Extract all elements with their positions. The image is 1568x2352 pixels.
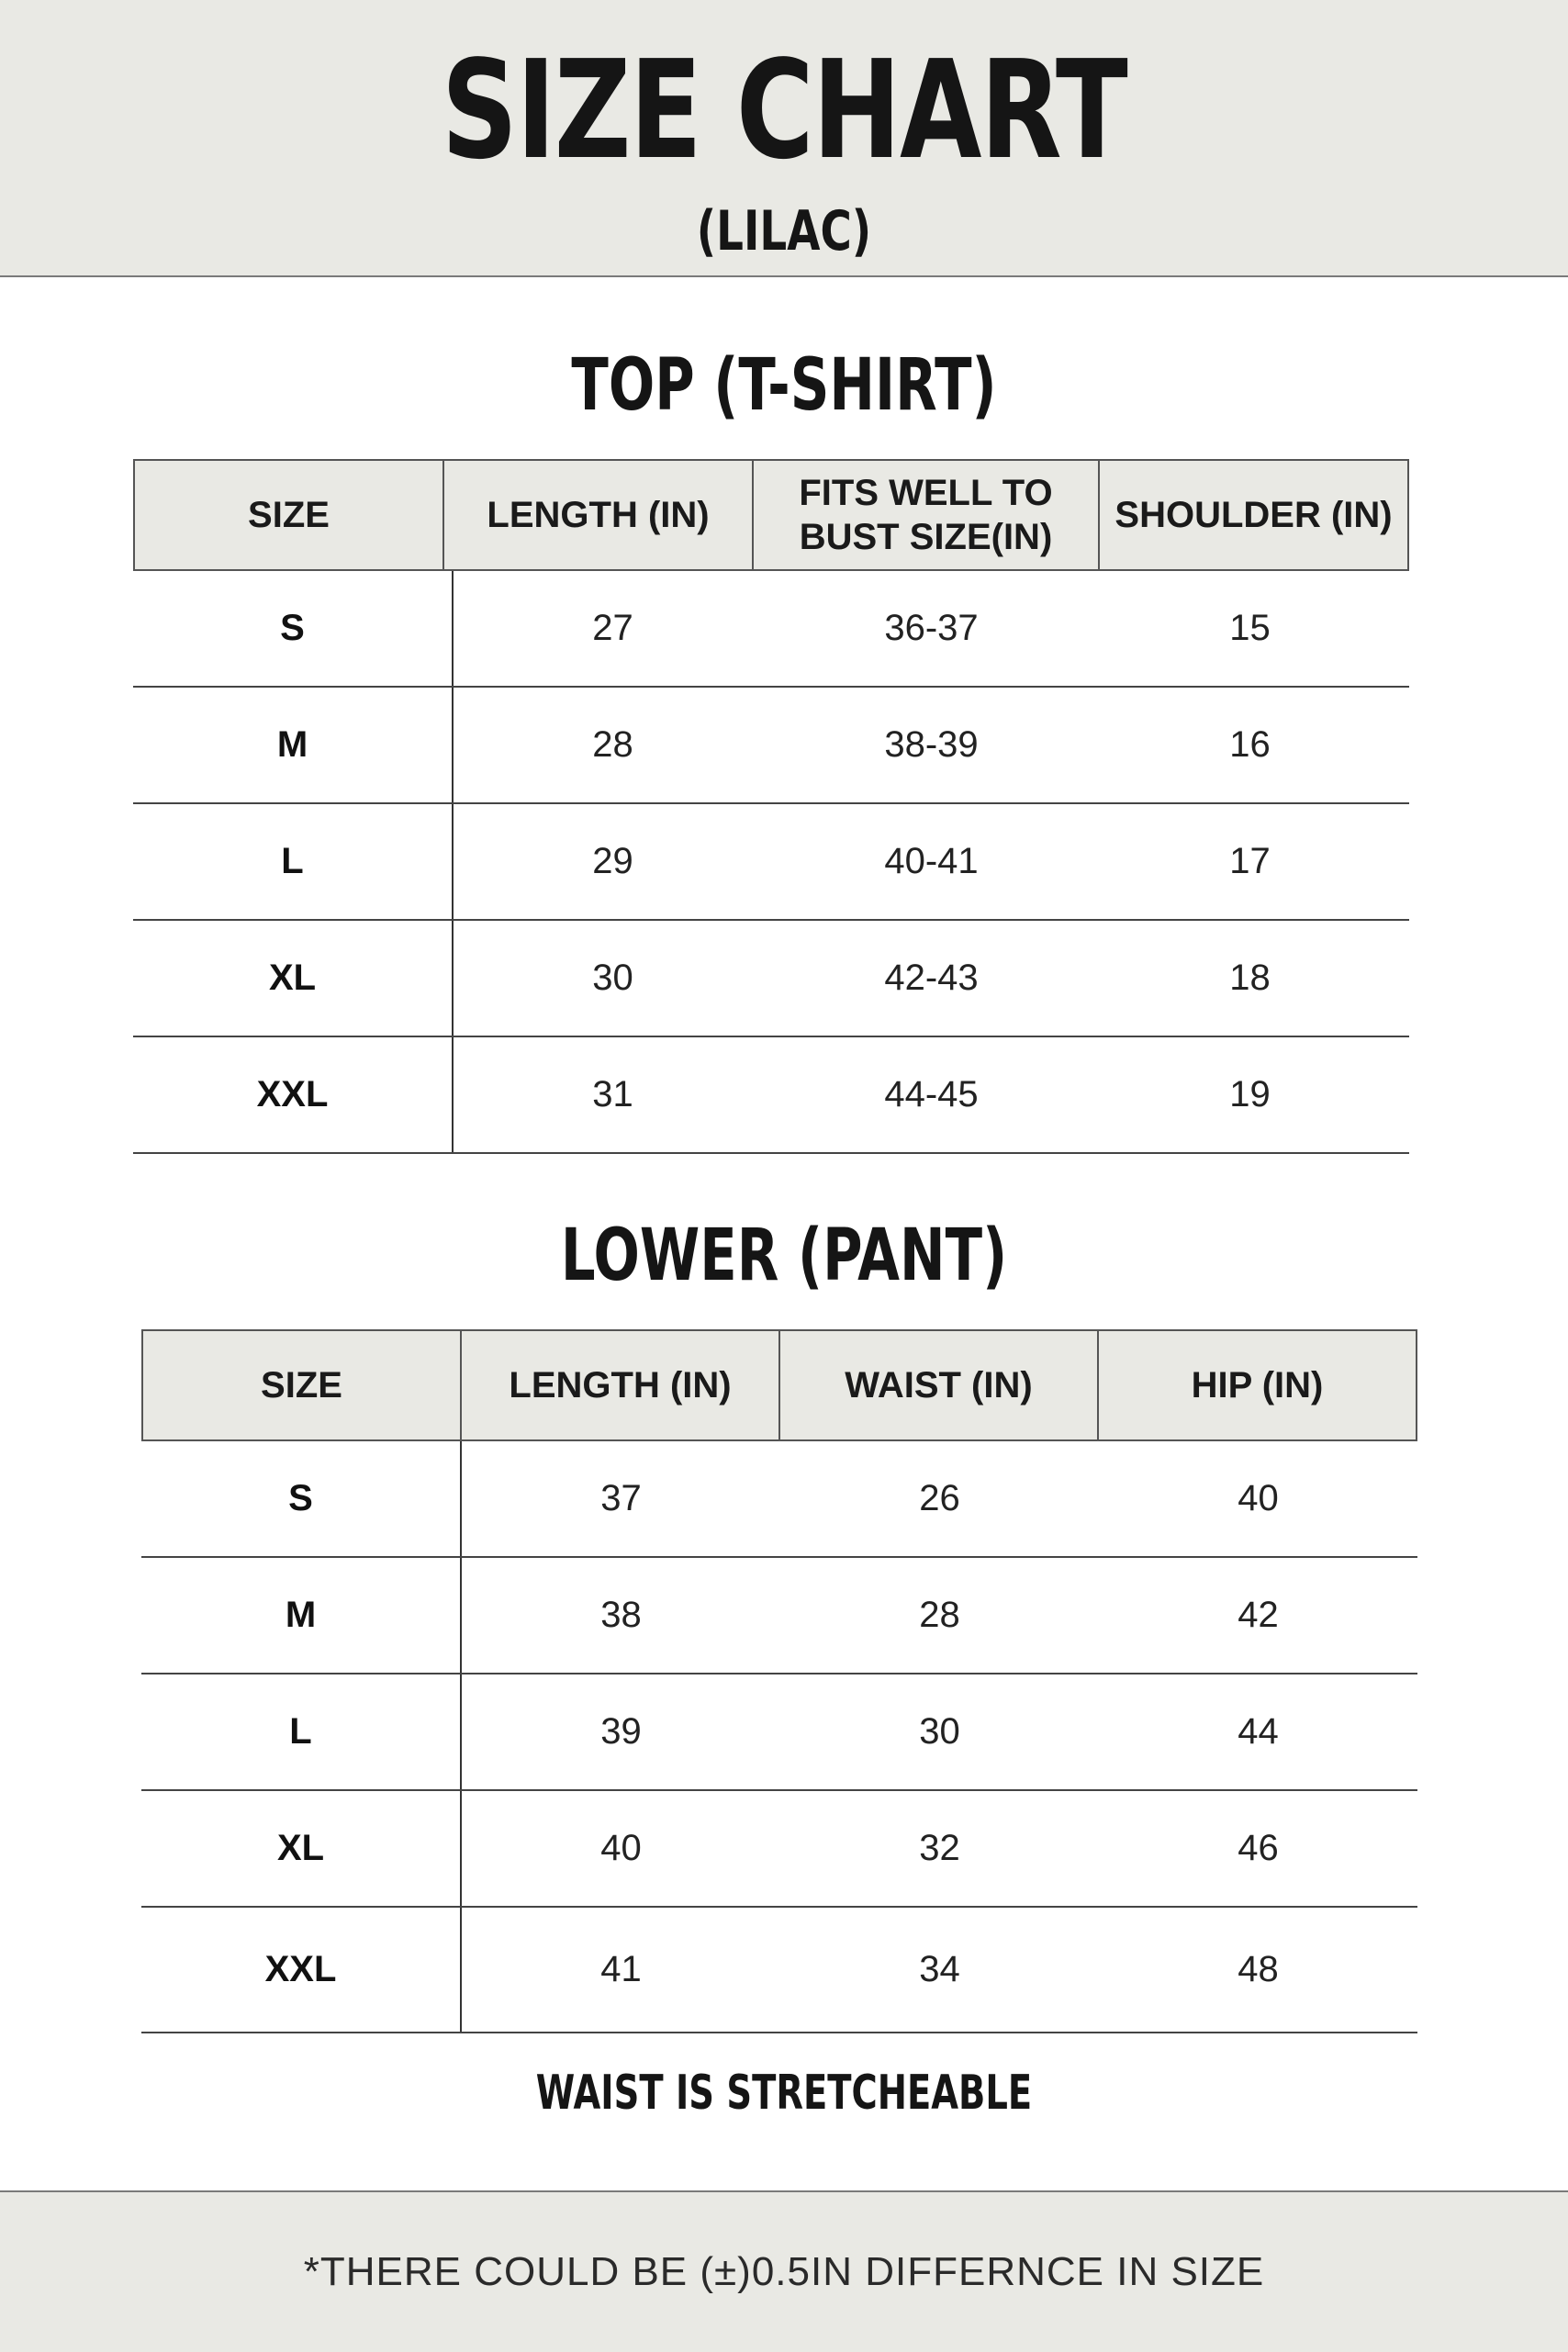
table-cell: 39	[600, 1711, 642, 1752]
table-row	[133, 688, 1409, 804]
column-header: LENGTH (IN)	[460, 1331, 778, 1439]
table-row	[141, 1558, 1417, 1674]
page-title: SIZE CHART	[441, 31, 1127, 189]
column-header: WAIST (IN)	[778, 1331, 1097, 1439]
page-subtitle: (LILAC)	[696, 199, 872, 263]
table-cell: 34	[919, 1949, 960, 1989]
table-cell: 29	[592, 841, 633, 881]
table-row	[133, 921, 1409, 1037]
header-banner	[0, 0, 1568, 277]
size-cell: XXL	[133, 1037, 454, 1152]
table-cell: 15	[1229, 608, 1271, 648]
column-header: SIZE	[248, 495, 330, 535]
table-cell: 41	[600, 1949, 642, 1989]
table-cell: 44-45	[884, 1074, 979, 1114]
table-row	[141, 1674, 1417, 1791]
table-cell: 19	[1229, 1074, 1271, 1114]
table-cell: 18	[1229, 958, 1271, 998]
waist-note: WAIST IS STRETCHEABLE	[535, 2066, 1033, 2121]
size-cell: XXL	[141, 1908, 462, 2032]
table-cell: 28	[592, 724, 633, 765]
lower-size-table	[141, 1329, 1417, 2033]
table-cell: 26	[919, 1478, 960, 1518]
table-cell: 38	[600, 1595, 642, 1635]
lower-section-title: LOWER (PANT)	[560, 1215, 1008, 1297]
size-cell: S	[141, 1441, 462, 1556]
table-row	[133, 1037, 1409, 1154]
table-header-row	[141, 1329, 1417, 1441]
table-cell: 30	[919, 1711, 960, 1752]
table-row	[141, 1791, 1417, 1908]
size-cell: S	[133, 571, 454, 686]
table-cell: 46	[1238, 1828, 1279, 1868]
table-cell: 16	[1229, 724, 1271, 765]
table-cell: 40	[600, 1828, 642, 1868]
footer-banner	[0, 2190, 1568, 2352]
table-cell: 28	[919, 1595, 960, 1635]
top-section-title: TOP (T-SHIRT)	[571, 344, 997, 427]
table-cell: 32	[919, 1828, 960, 1868]
table-cell: 42-43	[884, 958, 979, 998]
table-cell: 36-37	[884, 608, 979, 648]
size-cell: XL	[141, 1791, 462, 1906]
size-cell: L	[141, 1674, 462, 1789]
table-cell: 42	[1238, 1595, 1279, 1635]
size-cell: M	[133, 688, 454, 802]
table-cell: 30	[592, 958, 633, 998]
table-cell: 40-41	[884, 841, 979, 881]
column-header: FITS WELL TO BUST SIZE(IN)	[752, 461, 1098, 569]
table-header-row	[133, 459, 1409, 571]
table-cell: 48	[1238, 1949, 1279, 1989]
table-row	[133, 571, 1409, 688]
table-cell: 31	[592, 1074, 633, 1114]
table-row	[141, 1908, 1417, 2033]
column-header: SHOULDER (IN)	[1098, 461, 1407, 569]
column-header: SIZE	[261, 1365, 342, 1406]
table-row	[133, 804, 1409, 921]
size-cell: XL	[133, 921, 454, 1036]
table-cell: 17	[1229, 841, 1271, 881]
size-cell: L	[133, 804, 454, 919]
top-size-table	[133, 459, 1409, 1154]
table-cell: 38-39	[884, 724, 979, 765]
column-header: LENGTH (IN)	[442, 461, 752, 569]
size-cell: M	[141, 1558, 462, 1673]
footer-disclaimer: *THERE COULD BE (±)0.5IN DIFFERNCE IN SIZE	[303, 2249, 1265, 2294]
table-cell: 37	[600, 1478, 642, 1518]
table-cell: 27	[592, 608, 633, 648]
table-cell: 40	[1238, 1478, 1279, 1518]
table-row	[141, 1441, 1417, 1558]
column-header: HIP (IN)	[1097, 1331, 1416, 1439]
table-cell: 44	[1238, 1711, 1279, 1752]
